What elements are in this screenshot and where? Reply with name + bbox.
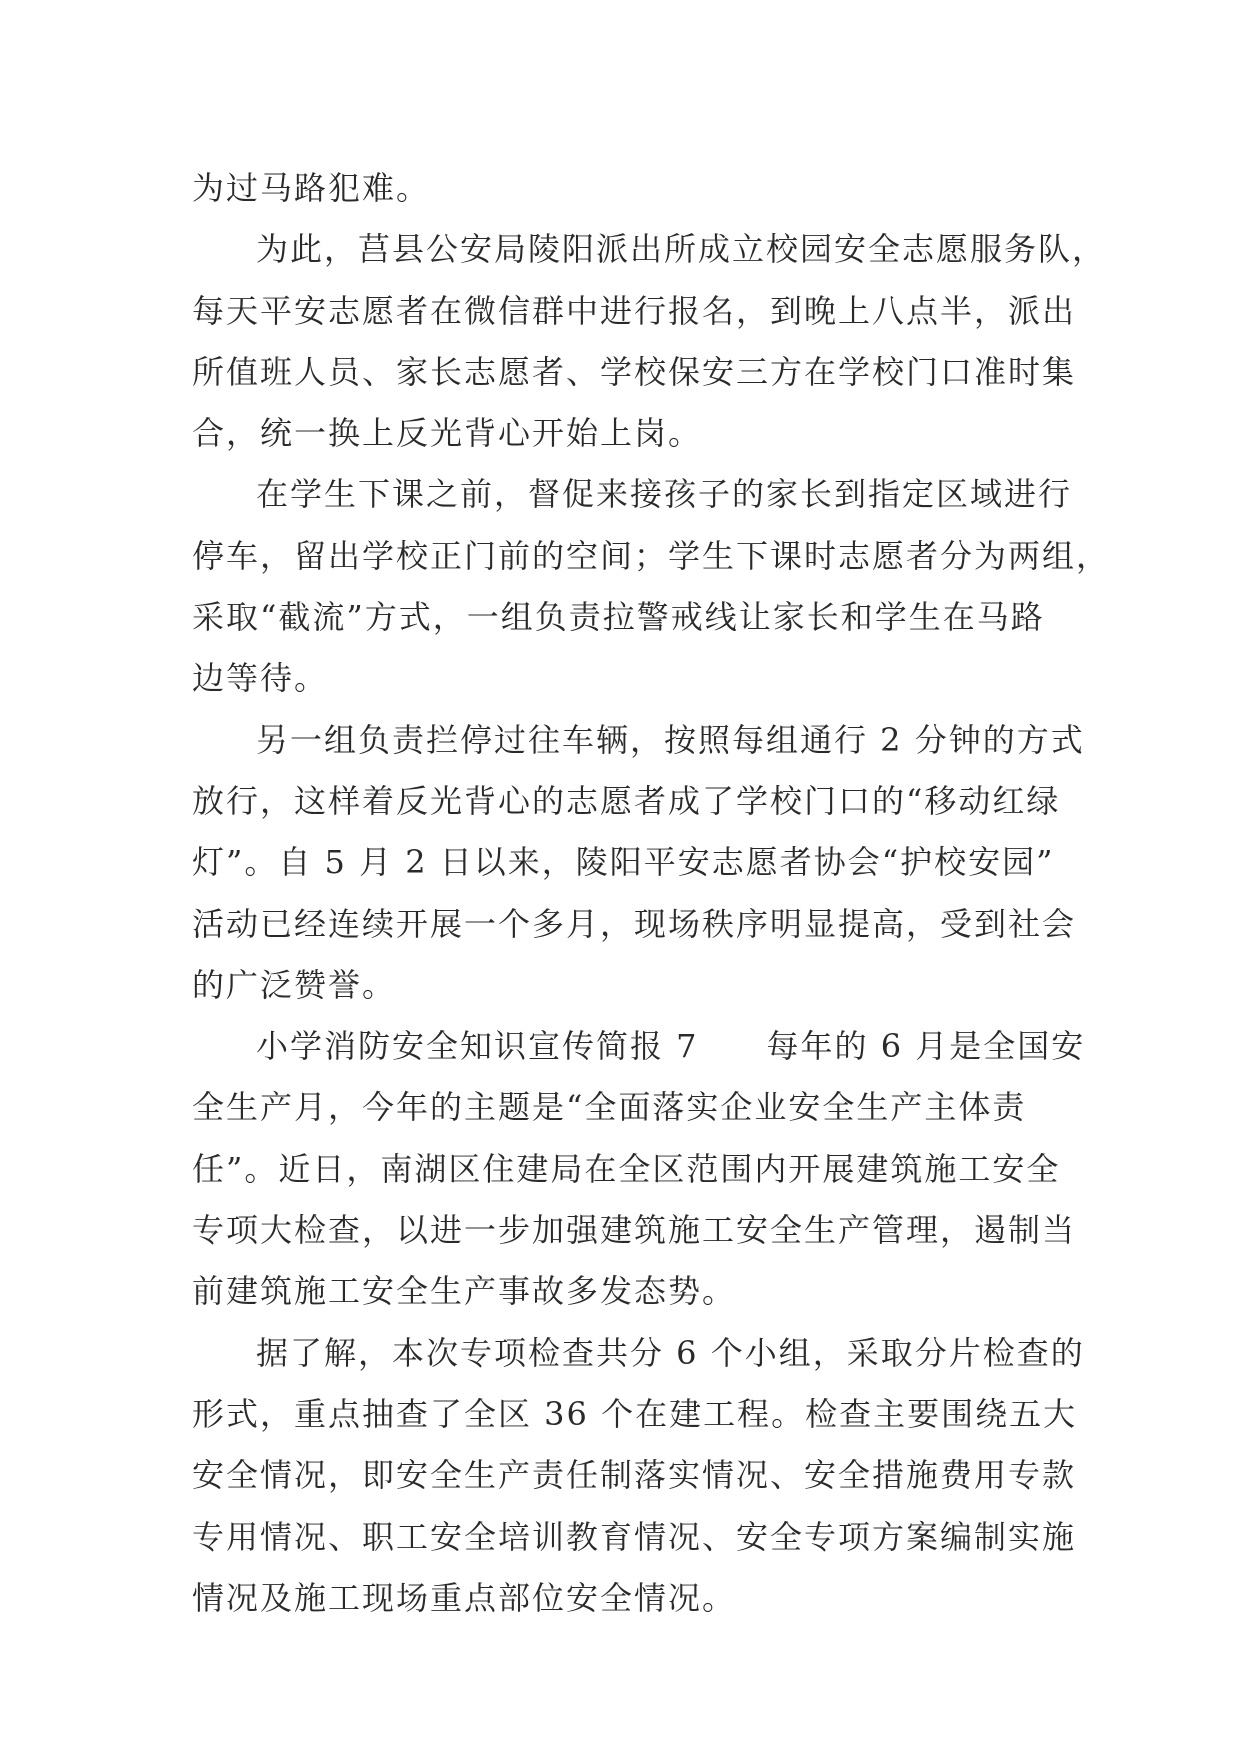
text-line: 前建筑施工安全生产事故多发态势。 [192,1272,737,1311]
text-line: 活动已经连续开展一个多月，现场秩序明显提高，受到社会 [192,904,1077,943]
text-line: 专项大检查，以进一步加强建筑施工安全生产管理，遏制当 [192,1211,1077,1250]
text-line: 所值班人员、家长志愿者、学校保安三方在学校门口准时集 [192,352,1077,391]
text-line: 小学消防安全知识宣传简报 7 每年的 6 月是全国安 [256,1027,1086,1066]
text-line: 任”。近日，南湖区住建局在全区范围内开展建筑施工安全 [192,1149,1061,1188]
text-line: 安全情况，即安全生产责任制落实情况、安全措施费用专款 [192,1456,1077,1495]
text-line: 专用情况、职工安全培训教育情况、安全专项方案编制实施 [192,1517,1077,1556]
text-line: 全生产月，今年的主题是“全面落实企业安全生产主体责 [192,1088,1027,1127]
document-body [192,158,1111,1629]
text-line: 在学生下课之前，督促来接孩子的家长到指定区域进行 [256,475,1073,514]
text-line: 合，统一换上反光背心开始上岗。 [192,414,703,453]
text-line: 停车，留出学校正门前的空间；学生下课时志愿者分为两组， [192,536,1111,575]
text-line: 情况及施工现场重点部位安全情况。 [192,1578,737,1617]
text-line: 放行，这样着反光背心的志愿者成了学校门口的“移动红绿 [192,781,1061,820]
text-line: 形式，重点抽查了全区 36 个在建工程。检查主要围绕五大 [192,1394,1078,1433]
text-line: 据了解，本次专项检查共分 6 个小组，采取分片检查的 [256,1333,1085,1372]
text-line: 为此，莒县公安局陵阳派出所成立校园安全志愿服务队， [256,230,1107,269]
text-line: 另一组负责拦停过往车辆，按照每组通行 2 分钟的方式 [256,720,1085,759]
text-line: 灯”。自 5 月 2 日以来，陵阳平安志愿者协会“护校安园” [192,843,1055,882]
text-line: 每天平安志愿者在微信群中进行报名，到晚上八点半，派出 [192,291,1077,330]
text-line: 的广泛赞誉。 [192,965,397,1004]
text-line: 边等待。 [192,659,329,698]
text-line: 为过马路犯难。 [192,169,431,207]
text-line: 采取“截流”方式，一组负责拉警戒线让家长和学生在马路 [192,598,1045,637]
